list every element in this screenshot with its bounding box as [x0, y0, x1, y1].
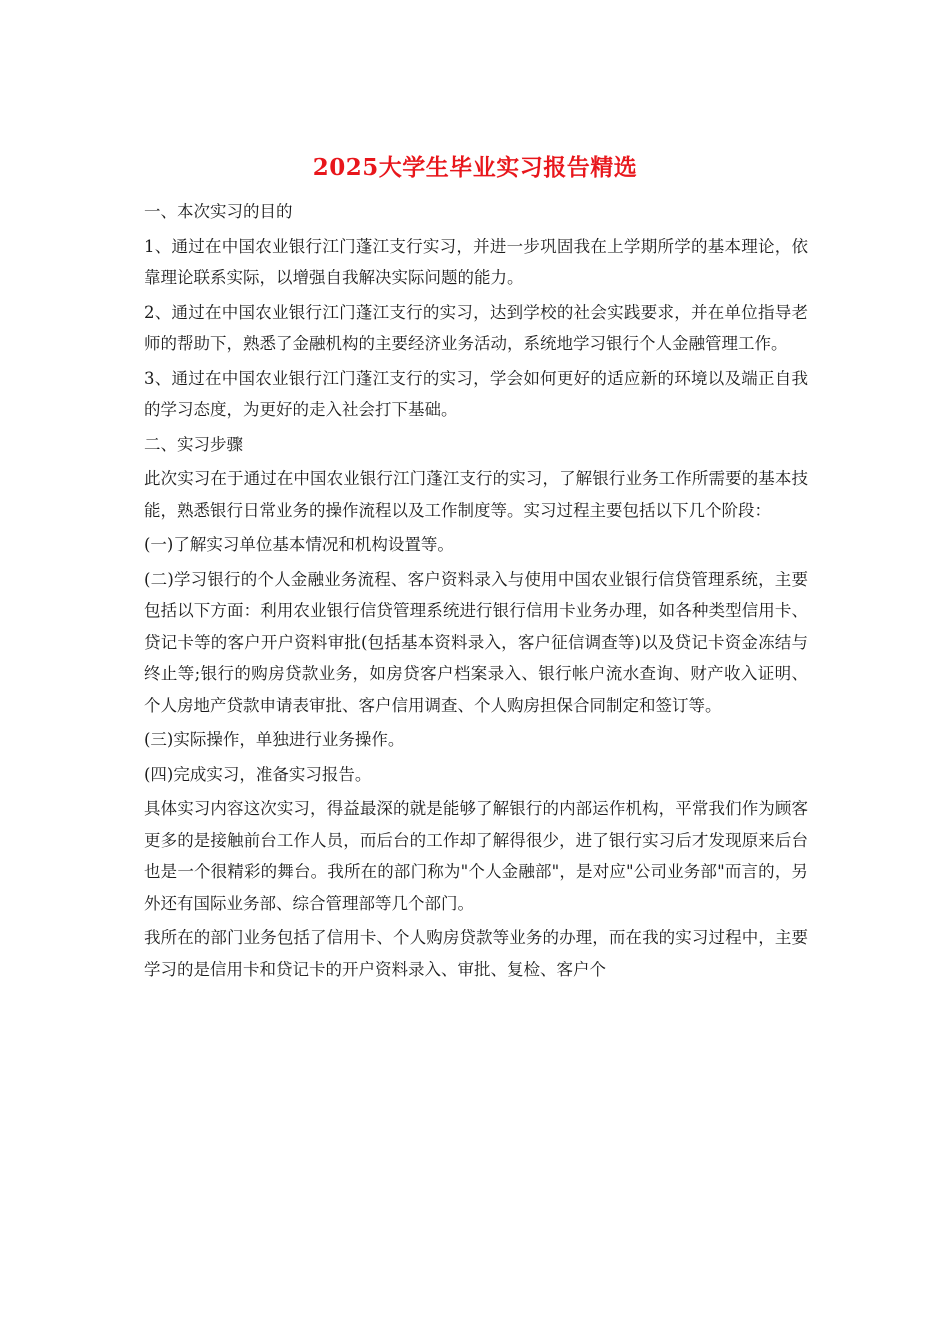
section-heading-steps: 二、实习步骤 — [144, 434, 243, 454]
paragraph: 1、通过在中国农业银行江门蓬江支行实习，并进一步巩固我在上学期所学的基本理论，依靠理论联系实际，以增强自我解决实际问题的能力。 — [144, 236, 808, 287]
paragraph: 2、通过在中国农业银行江门蓬江支行的实习，达到学校的社会实践要求，并在单位指导老师的帮助下，熟悉了金融机构的主要经济业务活动，系统地学习银行个人金融管理工作。 — [144, 302, 808, 353]
paragraph: 具体实习内容这次实习，得益最深的就是能够了解银行的内部运作机构，平常我们作为顾客更多的是接触前台工作人员，而后台的工作却了解得很少，进了银行实习后才发现原来后台也是一个很精彩的舞台。我所在的部门称为"个人金融部"，是对应"公司业务部"而言的，另外还有国际业务部、综合管理部等几个部门。 — [144, 799, 808, 913]
document-title: 2025大学生毕业实习报告精选 — [312, 154, 638, 181]
paragraph: 3、通过在中国农业银行江门蓬江支行的实习，学会如何更好的适应新的环境以及端正自我的学习态度，为更好的走入社会打下基础。 — [144, 368, 808, 419]
list-item: (一)了解实习单位基本情况和机构设置等。 — [144, 535, 454, 554]
list-item: (四)完成实习，准备实习报告。 — [144, 764, 372, 784]
document-body — [144, 196, 808, 988]
paragraph: 我所在的部门业务包括了信用卡、个人购房贷款等业务的办理，而在我的实习过程中，主要学习的是信用卡和贷记卡的开户资料录入、审批、复检、客户个 — [144, 928, 808, 979]
section-heading-purpose: 一、本次实习的目的 — [144, 202, 293, 221]
list-item: (三)实际操作，单独进行业务操作。 — [144, 730, 405, 749]
list-item: (二)学习银行的个人金融业务流程、客户资料录入与使用中国农业银行信贷管理系统，主要包括以下方面：利用农业银行信贷管理系统进行银行信用卡业务办理，如各种类型信用卡、贷记卡等的客户开户资料审批(包括基本资料录入，客户征信调查等)以及贷记卡资金冻结与终止等;银行的购房贷款业务，如房贷客户档案录入、银行帐户流水查询、财产收入证明、个人房地产贷款申请表审批、客户信用调查、个人购房担保合同制定和签订等。 — [144, 569, 808, 715]
paragraph: 此次实习在于通过在中国农业银行江门蓬江支行的实习，了解银行业务工作所需要的基本技能，熟悉银行日常业务的操作流程以及工作制度等。实习过程主要包括以下几个阶段： — [144, 469, 808, 520]
